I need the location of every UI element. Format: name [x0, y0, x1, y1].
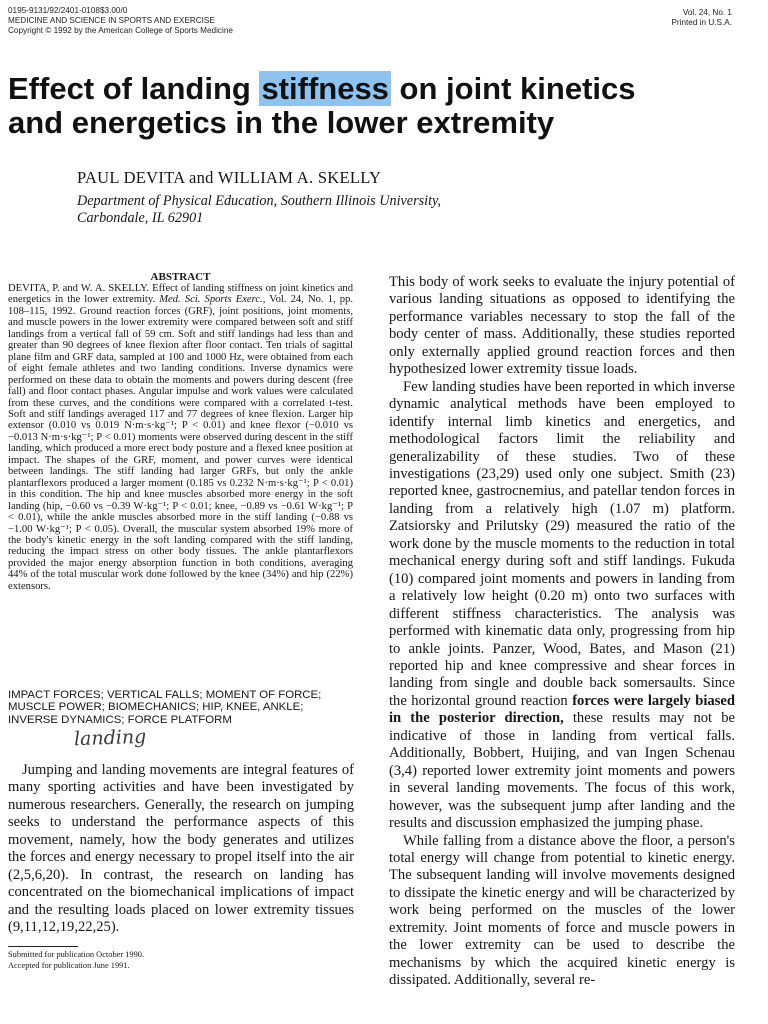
- right-paragraph-2b: these results may not be indicative of those in landing from vertical falls. Additionally, Bobbert, Huijing, and van Ingen Schenau (3,4) reported lower extremity joint moments and powers in several landing movements. The focus of this work, however, was the subsequent jump after landing and the results and discussion emphasized the jumping phase.: [389, 710, 735, 832]
- printed-line: Printed in U.S.A.: [671, 18, 732, 27]
- author-list: PAUL DEVITA and WILLIAM A. SKELLY: [77, 168, 382, 187]
- abstract-heading: ABSTRACT: [150, 271, 211, 283]
- volume-info: [671, 8, 732, 28]
- right-paragraph-1: This body of work seeks to evaluate the injury potential of various landing situations as opposed to identifying the performance variables necessary to stop the fall of the body center of mass. Additionally, these studies reported only externally applied ground reaction forces and then hypothesized lower extremity tissue loads.: [389, 274, 735, 378]
- handwritten-annotation: landing: [73, 725, 147, 751]
- affiliation-line-2: Carbondale, IL 62901: [77, 210, 204, 226]
- header-line-journal: MEDICINE AND SCIENCE IN SPORTS AND EXERCISE: [8, 16, 215, 25]
- abstract-journal: Med. Sci. Sports Exerc.,: [159, 294, 266, 306]
- submitted-date: Submitted for publication October 1990.: [8, 950, 145, 959]
- abstract-citation: DEVITA, P. and W. A. SKELLY. Effect of landing stiffness on joint kinetics and energetics in the lower extremity.: [8, 283, 353, 306]
- left-column: [8, 762, 354, 937]
- footnote: [8, 950, 308, 971]
- title-part-1: Effect of landing: [8, 71, 260, 106]
- header-line-copyright: Copyright © 1992 by the American College of Sports Medicine: [8, 26, 233, 35]
- title-line-2: and energetics in the lower extremity: [8, 105, 555, 140]
- intro-paragraph: Jumping and landing movements are integral features of many sporting activities and have been investigated by numerous researchers. Generally, the research on jumping seeks to understand the performance aspects of this movement, namely, how the body generates and utilizes the forces and energy necessary to propel itself into the air (2,5,6,20). In contrast, the research on landing has concentrated on the biomechanical implications of impact and the resulting loads placed on lower extremity tissues (9,11,12,19,22,25).: [8, 762, 354, 936]
- affiliation: [77, 193, 577, 227]
- right-column: [389, 274, 735, 990]
- title-part-2: on joint kinetics: [390, 71, 636, 106]
- bold-phrase: forces were largely biased in the posterior direction,: [389, 692, 735, 727]
- abstract-text: [8, 283, 353, 592]
- keywords: IMPACT FORCES; VERTICAL FALLS; MOMENT OF FORCE; MUSCLE POWER; BIOMECHANICS; HIP, KNEE, ANKLE; INVERSE DYNAMICS; FORCE PLATFORM: [8, 689, 322, 726]
- journal-header: [8, 6, 233, 36]
- search-highlight[interactable]: stiffness: [261, 71, 389, 106]
- header-line-issn: 0195-9131/92/2401-0108$3.00/0: [8, 6, 128, 15]
- abstract-body: Vol. 24, No. 1, pp. 108–115, 1992. Ground reaction forces (GRF), joint positions, joint moments, and muscle powers in the lower extremity were compared between soft and stiff landings from a vertical fall of 59 cm. Soft and stiff landings had less than and greater than 90 degrees of knee flexion after floor contact. Ten trials of sagittal plane film and GRF data, sampled at 100 and 1000 Hz, were obtained from each of eight female athletes and two landing conditions. Inverse dynamics were performed on these data to obtain the moments and powers during descent (free fall) and floor contact phases. Angular impulse and work values were calculated from these curves, and the conditions were compared with a correlated t-test. Soft and stiff landings averaged 117 and 77 degrees of knee flexion. Larger hip extensor (0.010 vs 0.019 N·m·s·kg⁻¹; P < 0.01) and knee flexor (−0.010 vs −0.013 N·m·s·kg⁻¹; P < 0.01) moments were observed during descent in the stiff landing, which produced a more erect body posture and a flexed knee position at impact. The shapes of the GRF, moment, and power curves were identical between landings. The stiff landing had larger GRFs, but only the ankle plantarflexors produced a larger moment (0.185 vs 0.232 N·m·s·kg⁻¹; P < 0.01) in this condition. The hip and knee muscles absorbed more energy in the soft landing (hip, −0.60 vs −0.39 W·kg⁻¹; P < 0.01; knee, −0.89 vs −0.61 W·kg⁻¹; P < 0.01), while the ankle muscles absorbed more in the stiff landing (−0.88 vs −1.00 W·kg⁻¹; P < 0.05). Overall, the muscular system absorbed 19% more of the body's kinetic energy in the soft landing compared with the stiff landing, reducing the impact stress on other body tissues. The ankle plantarflexors provided the major energy absorption function in both conditions, averaging 44% of the total muscular work done followed by the knee (34%) and hip (22%) extensors.: [8, 294, 353, 592]
- right-paragraph-2a: Few landing studies have been reported in which inverse dynamic analytical methods have been employed to identify internal limb kinetics and energetics, and methodological factors limit the reliability and generalizability of these studies. Two of these investigations (23,29) used only one subject. Smith (23) reported knee, gastrocnemius, and patellar tendon forces in landing from a relatively high (1.07 m) platform. Zatsiorsky and Prilutsky (29) measured the ratio of the work done by the muscle moments to the reduction in total mechanical energy during soft and stiff landings. Fukuda (10) compared joint moments and powers in landing from a relatively low height (0.20 m) onto two surfaces with different stiffness characteristics. The analysis was performed with kinematic data only, progressing from hip to ankle joints. Panzer, Wood, Bates, and Mason (21) reported hip and knee compressive and shear forces in landing from single and double back somersaults. Since the horizontal ground reaction: [389, 378, 735, 709]
- page-title: [8, 72, 748, 140]
- right-paragraph-2: [389, 379, 735, 833]
- affiliation-line-1: Department of Physical Education, Southern Illinois University,: [77, 193, 442, 209]
- accepted-date: Accepted for publication June 1991.: [8, 960, 130, 970]
- volume-line: Vol. 24, No. 1: [682, 8, 732, 17]
- right-paragraph-3: While falling from a distance above the floor, a person's total energy will change from potential to kinetic energy. The subsequent landing will involve movements designed to dissipate the kinetic energy and will be characterized by work being performed on the muscles of the lower extremity. Joint moments of force and muscle powers in the lower extremity can be used to describe the mechanisms by which the acquired kinetic energy is dissipated. Additionally, several re-: [389, 832, 735, 989]
- footnote-rule: [8, 946, 78, 947]
